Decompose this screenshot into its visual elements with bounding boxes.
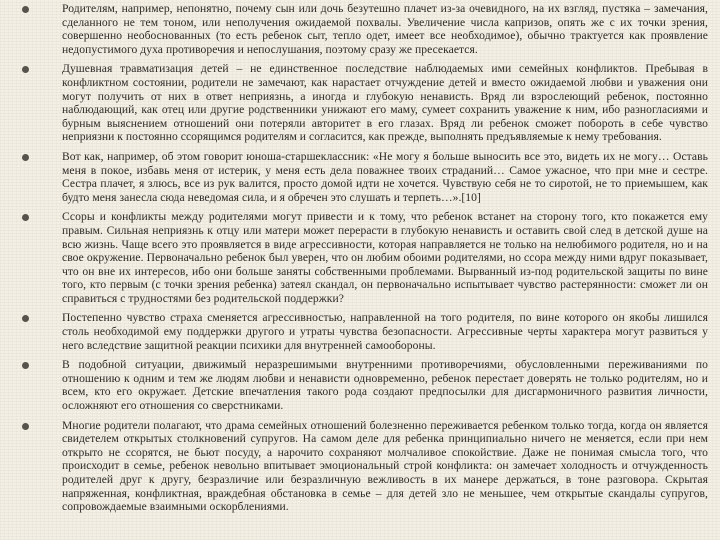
paragraph (10, 311, 708, 352)
paragraph (10, 150, 708, 204)
paragraph-text: Родителям, например, непонятно, почему сын или дочь безутешно плачет из-за очевидного, на их взгляд, пустяка – замечания, сделанного не тем тоном, или неполучения ожидаемой похвалы. Увеличение числа капризов, опять же с их точки зрения, совершенно необоснованных (то есть ребенок сыт, тепло одет, имеет все необходимое), обычно трактуется как проявление недопустимого духа противоречия и непослушания, поэтому сразу же пресекается. (62, 2, 708, 56)
bullet-icon (22, 66, 29, 73)
paragraph-text: Вот как, например, об этом говорит юноша-старшеклассник: «Не могу я больше выносить все это, видеть их не могу… Оставь меня в покое, избавь меня от истерик, у меня есть дела поважнее твоих страданий… Самое ужасное, что при мне и сестре. Сестра плачет, я злюсь, все из рук валится, просто домой идти не хочется. Чувствую себя не то сиротой, не то приемышем, как будто меня занесла сюда неведомая сила, и я обречен это слушать и терпеть…».[10] (62, 149, 708, 204)
bullet-icon (22, 362, 29, 369)
paragraph-text: Постепенно чувство страха сменяется агрессивностью, направленной на того родителя, по вине которого он якобы лишился столь необходимой ему поддержки другого и утраты чувства безопасности. Агрессивные черты характера могут развиться у него вследствие защитной реакции психики для внутренней самообороны. (62, 311, 708, 352)
bullet-icon (22, 154, 29, 161)
paragraph-list (10, 2, 708, 514)
paragraph-text: В подобной ситуации, движимый неразрешимыми внутренними противоречиями, обусловленными переживаниями по отношению к одним и тем же людям любви и ненависти одновременно, ребенок перестает доверять не только родителям, но и всем, кто его окружает. Детские впечатления такого рода создают предпосылки для дисгармоничного развития личности, осложняют его отношения со сверстниками. (62, 358, 708, 413)
paragraph (10, 210, 708, 305)
paragraph (10, 358, 708, 412)
bullet-icon (22, 6, 29, 13)
bullet-icon (22, 214, 29, 221)
bullet-icon (22, 315, 29, 322)
paragraph-text: Многие родители полагают, что драма семейных отношений болезненно переживается ребенком только тогда, когда он является свидетелем открытых столкновений супругов. На самом деле для ребенка принципиально ничего не меняется, если при нем открыто не ссорятся, не бьют посуду, а нарочито сохраняют молчаливое спокойствие. Даже не понимая смысла того, что происходит в семье, ребенок невольно впитывает эмоциональный строй конфликта: он замечает холодность и отчужденность родителей друг к другу, безразличие или безразличную вежливость в их манере держаться, в тоне разговора. Скрытая напряженная, конфликтная, враждебная обстановка в семье – для детей зло не меньшее, чем открытые скандалы супругов, сопровождаемые взаимными оскорблениями. (62, 418, 708, 514)
paragraph-text: Ссоры и конфликты между родителями могут привести и к тому, что ребенок встанет на сторону того, кто покажется ему правым. Сильная неприязнь к отцу или матери может перерасти в глубокую ненависть и оставить свой след в детской душе на всю жизнь. Чаще всего это проявляется в виде агрессивности, которая направляется не только на нелюбимого родителя, но и на свое окружение. Первоначально ребенок был уверен, что он любим обоими родителями, но ссора между ними вдруг показывает, что он вне их интересов, ибо они больше заняты собственными проблемами. Вырванный из-под родительской защиты по вине того, кто первым (с точки зрения ребенка) затеял скандал, он первоначально испытывает чувство растерянности: сможет ли он справиться с трудностями без родительской поддержки? (62, 210, 708, 305)
bullet-icon (22, 423, 29, 430)
paragraph (10, 62, 708, 144)
paragraph (10, 419, 708, 514)
paragraph (10, 2, 708, 56)
paragraph-text: Душевная травматизация детей – не единственное последствие наблюдаемых ими семейных конфликтов. Пребывая в конфликтном состоянии, родители не замечают, как нарастает отчуждение детей и вместо ожидаемой любви и уважения они могут получить от них в ответ неприязнь, а иногда и глубокую ненависть. Вряд ли взрослеющий ребенок, постоянно наблюдающий, как отец или другие родственники унижают его маму, сумеет сохранить уважение к ним, ибо разногласиями и бурным выяснением отношений они потеряли авторитет в его глазах. Вряд ли ребенок сможет побороть в себе чувство неприязни к постоянно ссорящимся родителям и согласится, как прежде, выполнять предъявляемые к нему требования. (62, 62, 708, 144)
